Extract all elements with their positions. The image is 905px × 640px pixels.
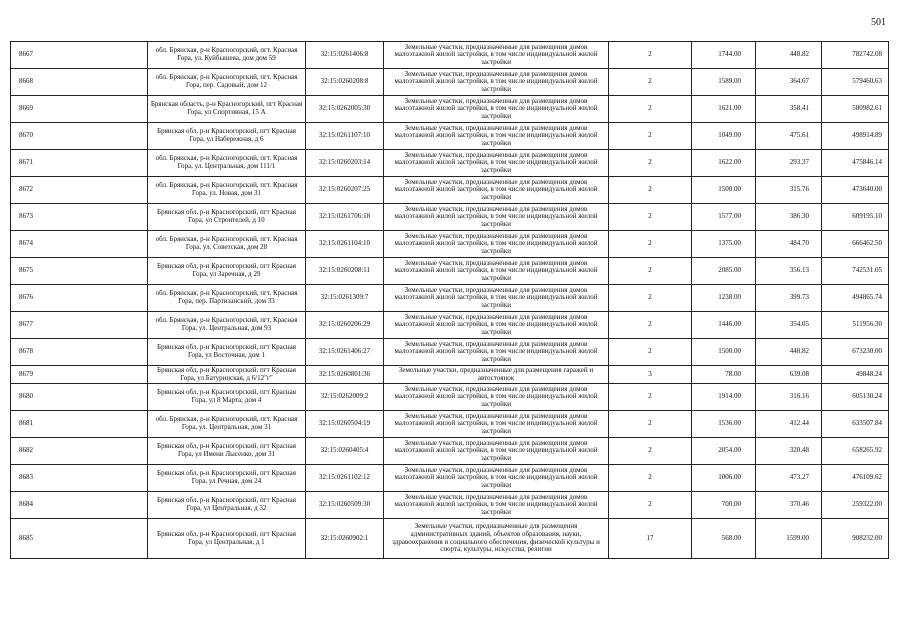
use-group-cell: 2 xyxy=(609,339,692,366)
specific-value-cell: 315.76 xyxy=(756,177,822,204)
use-group-cell: 2 xyxy=(609,42,692,69)
table-row xyxy=(11,258,889,285)
area-cell: 1500.00 xyxy=(692,339,756,366)
table-row xyxy=(11,150,889,177)
row-number-cell: 8680 xyxy=(11,384,148,411)
table-row xyxy=(11,519,889,559)
specific-value-cell: 316.16 xyxy=(756,384,822,411)
use-group-cell: 2 xyxy=(609,258,692,285)
land-use-cell: Земельные участки, предназначенные для размещения домов малоэтажной жилой застройки, в том числе индивидуальной жилой застройки xyxy=(384,411,609,438)
land-use-cell: Земельные участки, предназначенные для размещения домов малоэтажной жилой застройки, в том числе индивидуальной жилой застройки xyxy=(384,492,609,519)
specific-value-cell: 475.61 xyxy=(756,123,822,150)
cadastral-number-cell: 32:15:0260801:36 xyxy=(306,366,384,384)
area-cell: 1744.00 xyxy=(692,42,756,69)
specific-value-cell: 354.05 xyxy=(756,312,822,339)
use-group-cell: 2 xyxy=(609,231,692,258)
specific-value-cell: 293.37 xyxy=(756,150,822,177)
specific-value-cell: 448.82 xyxy=(756,42,822,69)
cadastral-number-cell: 32:15:0261102:12 xyxy=(306,465,384,492)
land-use-cell: Земельные участки, предназначенные для размещения домов малоэтажной жилой застройки, в том числе индивидуальной жилой застройки xyxy=(384,384,609,411)
use-group-cell: 2 xyxy=(609,204,692,231)
cadastral-number-cell: 32:15:0260405:4 xyxy=(306,438,384,465)
address-cell: обл. Брянская, р-н Красногорский, пгт. Красная Гора, ул. Куйбышева, дом дом 59 xyxy=(148,42,306,69)
table-row xyxy=(11,231,889,258)
table-row xyxy=(11,285,889,312)
area-cell: 1914.00 xyxy=(692,384,756,411)
specific-value-cell: 473.27 xyxy=(756,465,822,492)
use-group-cell: 2 xyxy=(609,438,692,465)
row-number-cell: 8682 xyxy=(11,438,148,465)
cadastral-value-cell: 49848.24 xyxy=(822,366,889,384)
cadastral-number-cell: 32:15:0260504:19 xyxy=(306,411,384,438)
specific-value-cell: 639.08 xyxy=(756,366,822,384)
land-use-cell: Земельные участки, предназначенные для размещения домов малоэтажной жилой застройки, в том числе индивидуальной жилой застройки xyxy=(384,258,609,285)
specific-value-cell: 364.67 xyxy=(756,69,822,96)
cadastral-number-cell: 32:15:0260902:1 xyxy=(306,519,384,559)
table-row xyxy=(11,312,889,339)
table-body xyxy=(11,42,889,559)
cadastral-value-cell: 609195.10 xyxy=(822,204,889,231)
land-use-cell: Земельные участки, предназначенные для размещения домов малоэтажной жилой застройки, в том числе индивидуальной жилой застройки xyxy=(384,42,609,69)
specific-value-cell: 358.41 xyxy=(756,96,822,123)
land-use-cell: Земельные участки, предназначенные для размещения домов малоэтажной жилой застройки, в том числе индивидуальной жилой застройки xyxy=(384,339,609,366)
cadastral-number-cell: 32:15:0262009:2 xyxy=(306,384,384,411)
area-cell: 1536.00 xyxy=(692,411,756,438)
specific-value-cell: 412.44 xyxy=(756,411,822,438)
cadastral-value-cell: 633507.84 xyxy=(822,411,889,438)
cadastral-number-cell: 32:15:0262005:30 xyxy=(306,96,384,123)
row-number-cell: 8683 xyxy=(11,465,148,492)
cadastral-number-cell: 32:15:0260207:25 xyxy=(306,177,384,204)
land-use-cell: Земельные участки, предназначенные для размещения домов малоэтажной жилой застройки, в том числе индивидуальной жилой застройки xyxy=(384,150,609,177)
area-cell: 2085.00 xyxy=(692,258,756,285)
use-group-cell: 2 xyxy=(609,69,692,96)
area-cell: 1006.00 xyxy=(692,465,756,492)
table-row xyxy=(11,177,889,204)
table-row xyxy=(11,204,889,231)
cadastral-value-cell: 666462.50 xyxy=(822,231,889,258)
specific-value-cell: 399.73 xyxy=(756,285,822,312)
area-cell: 2054.00 xyxy=(692,438,756,465)
use-group-cell: 2 xyxy=(609,285,692,312)
address-cell: обл. Брянская, р-н Красногорский, пгт. Красная Гора, пер. Садовый, дом 12 xyxy=(148,69,306,96)
specific-value-cell: 356.13 xyxy=(756,258,822,285)
cadastral-number-cell: 32:15:0260206:29 xyxy=(306,312,384,339)
row-number-cell: 8670 xyxy=(11,123,148,150)
table-row xyxy=(11,438,889,465)
use-group-cell: 2 xyxy=(609,177,692,204)
address-cell: Брянская обл, р-н Красногорский, пгт Красная Гора, ул Восточная, дом 1 xyxy=(148,339,306,366)
land-use-cell: Земельные участки, предназначенные для размещения домов малоэтажной жилой застройки, в том числе индивидуальной жилой застройки xyxy=(384,312,609,339)
cadastral-value-cell: 579460.63 xyxy=(822,69,889,96)
cadastral-number-cell: 32:15:0260208:11 xyxy=(306,258,384,285)
cadastral-value-cell: 742531.05 xyxy=(822,258,889,285)
row-number-cell: 8672 xyxy=(11,177,148,204)
specific-value-cell: 386.30 xyxy=(756,204,822,231)
row-number-cell: 8685 xyxy=(11,519,148,559)
cadastral-number-cell: 32:15:0261107:10 xyxy=(306,123,384,150)
use-group-cell: 17 xyxy=(609,519,692,559)
address-cell: Брянская обл, р-н Красногорский, пгт Красная Гора, ул Набережная, д 6 xyxy=(148,123,306,150)
table-row xyxy=(11,339,889,366)
row-number-cell: 8668 xyxy=(11,69,148,96)
row-number-cell: 8673 xyxy=(11,204,148,231)
cadastral-value-cell: 782742.08 xyxy=(822,42,889,69)
land-use-cell: Земельные участки, предназначенные для размещения гаражей и автостоянок xyxy=(384,366,609,384)
area-cell: 1621.00 xyxy=(692,96,756,123)
row-number-cell: 8669 xyxy=(11,96,148,123)
table-row xyxy=(11,96,889,123)
cadastral-number-cell: 32:15:0260203:14 xyxy=(306,150,384,177)
cadastral-value-cell: 475846.14 xyxy=(822,150,889,177)
cadastral-value-cell: 580982.61 xyxy=(822,96,889,123)
cadastral-value-cell: 511956.30 xyxy=(822,312,889,339)
land-use-cell: Земельные участки, предназначенные для размещения домов малоэтажной жилой застройки, в том числе индивидуальной жилой застройки xyxy=(384,285,609,312)
area-cell: 1049.00 xyxy=(692,123,756,150)
address-cell: обл. Брянская, р-н Красногорский, пгт. Красная Гора, ул. Центральная, дом 111/1 xyxy=(148,150,306,177)
land-use-cell: Земельные участки, предназначенные для размещения домов малоэтажной жилой застройки, в том числе индивидуальной жилой застройки xyxy=(384,96,609,123)
cadastral-value-cell: 476109.62 xyxy=(822,465,889,492)
use-group-cell: 2 xyxy=(609,123,692,150)
cadastral-number-cell: 32:15:0261406:8 xyxy=(306,42,384,69)
cadastral-value-cell: 908232.00 xyxy=(822,519,889,559)
table-row xyxy=(11,465,889,492)
area-cell: 1622.00 xyxy=(692,150,756,177)
land-use-cell: Земельные участки, предназначенные для размещения домов малоэтажной жилой застройки, в том числе индивидуальной жилой застройки xyxy=(384,123,609,150)
table-row xyxy=(11,384,889,411)
row-number-cell: 8667 xyxy=(11,42,148,69)
area-cell: 1446.00 xyxy=(692,312,756,339)
cadastral-value-cell: 605130.24 xyxy=(822,384,889,411)
specific-value-cell: 448.82 xyxy=(756,339,822,366)
land-registry-table xyxy=(10,41,889,559)
address-cell: обл. Брянская, р-н Красногорский, пгт. Красная Гора, пер. Партизанский, дом 33 xyxy=(148,285,306,312)
address-cell: Брянская обл, р-н Красногорский, пгт Красная Гора, ул Батуринская, д 6/12"г" xyxy=(148,366,306,384)
use-group-cell: 2 xyxy=(609,150,692,177)
address-cell: Брянская обл, р-н Красногорский, пгт Красная Гора, ул 8 Марта, дом 4 xyxy=(148,384,306,411)
row-number-cell: 8679 xyxy=(11,366,148,384)
area-cell: 700.00 xyxy=(692,492,756,519)
use-group-cell: 2 xyxy=(609,96,692,123)
land-use-cell: Земельные участки, предназначенные для размещения домов малоэтажной жилой застройки, в том числе индивидуальной жилой застройки xyxy=(384,177,609,204)
cadastral-value-cell: 658265.92 xyxy=(822,438,889,465)
address-cell: Брянская обл, р-н Красногорский, пгт Красная Гора, ул Заречная, д 29 xyxy=(148,258,306,285)
specific-value-cell: 320.48 xyxy=(756,438,822,465)
address-cell: Брянская обл, р-н Красногорский, пгт Красная Гора, ул Строителей, д 10 xyxy=(148,204,306,231)
specific-value-cell: 370.46 xyxy=(756,492,822,519)
use-group-cell: 2 xyxy=(609,312,692,339)
cadastral-number-cell: 32:15:0260208:8 xyxy=(306,69,384,96)
table-row xyxy=(11,366,889,384)
cadastral-number-cell: 32:15:0261104:10 xyxy=(306,231,384,258)
table-row xyxy=(11,492,889,519)
cadastral-number-cell: 32:15:0261309:7 xyxy=(306,285,384,312)
row-number-cell: 8681 xyxy=(11,411,148,438)
land-use-cell: Земельные участки, предназначенные для размещения домов малоэтажной жилой застройки, в том числе индивидуальной жилой застройки xyxy=(384,204,609,231)
row-number-cell: 8671 xyxy=(11,150,148,177)
table-row xyxy=(11,123,889,150)
address-cell: обл. Брянская, р-н Красногорский, пгт. Красная Гора, ул. Центральная, дом 93 xyxy=(148,312,306,339)
cadastral-value-cell: 673230.00 xyxy=(822,339,889,366)
specific-value-cell: 484.70 xyxy=(756,231,822,258)
use-group-cell: 2 xyxy=(609,384,692,411)
row-number-cell: 8684 xyxy=(11,492,148,519)
address-cell: обл. Брянская, р-н Красногорский, пгт. Красная Гора, ул. Центральная, дом 31 xyxy=(148,411,306,438)
area-cell: 78.00 xyxy=(692,366,756,384)
address-cell: Брянская обл, р-н Красногорский, пгт Красная Гора, ул Центральная, д 1 xyxy=(148,519,306,559)
cadastral-value-cell: 259322.00 xyxy=(822,492,889,519)
use-group-cell: 2 xyxy=(609,492,692,519)
area-cell: 1577.00 xyxy=(692,204,756,231)
table-row xyxy=(11,69,889,96)
area-cell: 568.00 xyxy=(692,519,756,559)
specific-value-cell: 1599.00 xyxy=(756,519,822,559)
row-number-cell: 8677 xyxy=(11,312,148,339)
area-cell: 1375.00 xyxy=(692,231,756,258)
area-cell: 1500.00 xyxy=(692,177,756,204)
address-cell: Брянская область, р-н Красногорский, пгт Красная Гора, ул Спортивная, 15 А xyxy=(148,96,306,123)
address-cell: Брянская обл, р-н Красногорский, пгт Красная Гора, ул Имени Лысенко, дом 31 xyxy=(148,438,306,465)
land-use-cell: Земельные участки, предназначенные для размещения домов малоэтажной жилой застройки, в том числе индивидуальной жилой застройки xyxy=(384,465,609,492)
cadastral-number-cell: 32:15:0261706:18 xyxy=(306,204,384,231)
area-cell: 1238.00 xyxy=(692,285,756,312)
cadastral-value-cell: 498914.89 xyxy=(822,123,889,150)
page-number: 501 xyxy=(871,17,886,28)
cadastral-value-cell: 473640.00 xyxy=(822,177,889,204)
cadastral-number-cell: 32:15:0261406:27 xyxy=(306,339,384,366)
use-group-cell: 2 xyxy=(609,411,692,438)
row-number-cell: 8674 xyxy=(11,231,148,258)
use-group-cell: 2 xyxy=(609,465,692,492)
row-number-cell: 8675 xyxy=(11,258,148,285)
address-cell: Брянская обл, р-н Красногорский, пгт Красная Гора, ул Центральная, д 32 xyxy=(148,492,306,519)
land-use-cell: Земельные участки, предназначенные для размещения домов малоэтажной жилой застройки, в том числе индивидуальной жилой застройки xyxy=(384,231,609,258)
land-use-cell: Земельные участки, предназначенные для размещения административных зданий, объектов образования, науки, здравоохранения и социального обеспечения, физической культуры и спорта, культуры, искусства, религии xyxy=(384,519,609,559)
table-row xyxy=(11,42,889,69)
address-cell: обл. Брянская, р-н Красногорский, пгт. Красная Гора, ул. Новая, дом 31 xyxy=(148,177,306,204)
row-number-cell: 8676 xyxy=(11,285,148,312)
cadastral-value-cell: 494865.74 xyxy=(822,285,889,312)
address-cell: Брянская обл, р-н Красногорский, пгт Красная Гора, ул Речная, дом 24 xyxy=(148,465,306,492)
area-cell: 1589.00 xyxy=(692,69,756,96)
row-number-cell: 8678 xyxy=(11,339,148,366)
use-group-cell: 3 xyxy=(609,366,692,384)
land-use-cell: Земельные участки, предназначенные для размещения домов малоэтажной жилой застройки, в том числе индивидуальной жилой застройки xyxy=(384,69,609,96)
cadastral-number-cell: 32:15:0260509:30 xyxy=(306,492,384,519)
address-cell: обл. Брянская, р-н Красногорский, пгт. Красная Гора, ул. Советская, дом 28 xyxy=(148,231,306,258)
land-use-cell: Земельные участки, предназначенные для размещения домов малоэтажной жилой застройки, в том числе индивидуальной жилой застройки xyxy=(384,438,609,465)
table-row xyxy=(11,411,889,438)
